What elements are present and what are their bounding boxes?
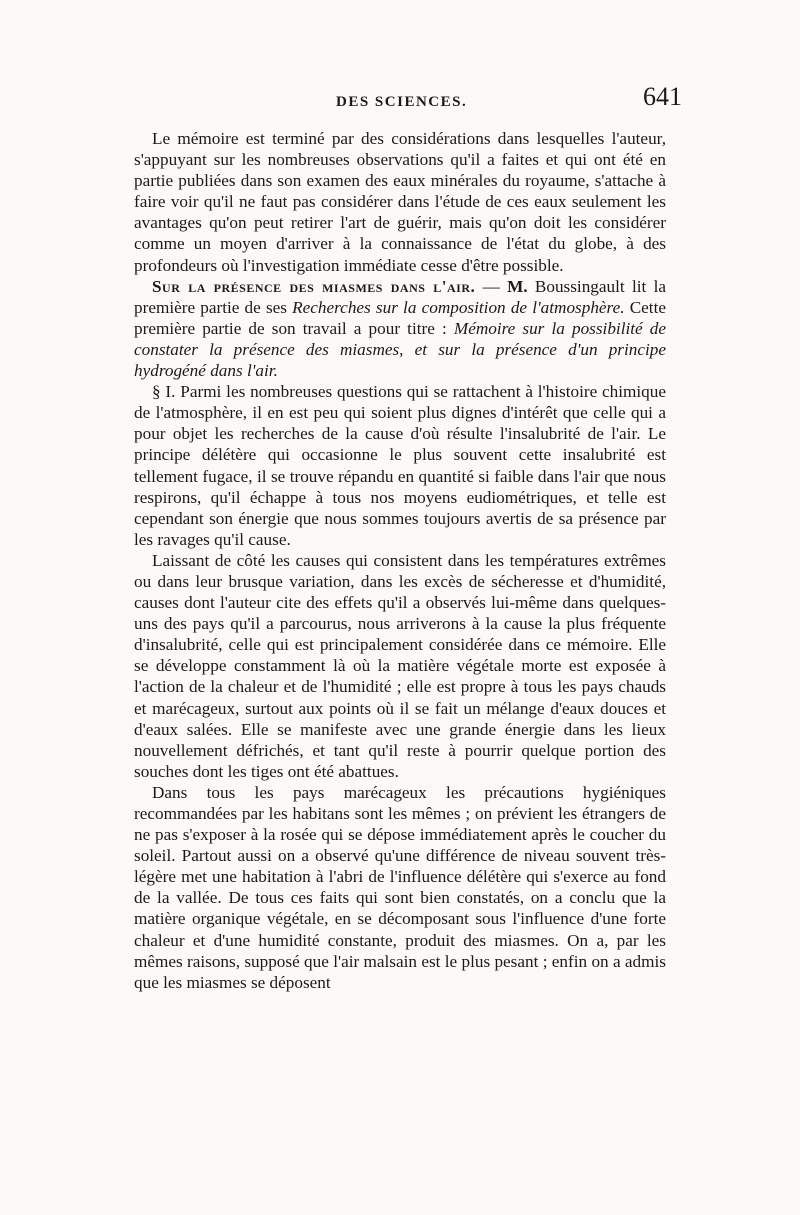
paragraph: Laissant de côté les causes qui consistent dans les températures extrêmes ou dans leur brusque variation, dans les excès de sécheresse et d'humidité, causes dont l'auteur cite des effets qu'il a observés lui-même dans quelques-uns des pays qu'il a parcourus, nous arriverons à la cause la plus fréquente d'insalubrité, celle qui est principalement considérée dans ce mémoire. Elle se développe constamment là où la matière végétale morte est exposée à l'action de la chaleur et de l'humidité ; elle est propre à tous les pays chauds et marécageux, surtout aux points où il se fait un mélange d'eaux douces et d'eaux salées. Elle se manifeste avec une grande énergie dans les lieux nouvellement défrichés, et tant qu'il reste à pourrir quelque portion des souches dont les tiges ont été abattues. (134, 550, 666, 781)
author-prefix: M. (507, 276, 528, 296)
section-heading: Sur la présence des miasmes dans l'air. (152, 276, 476, 296)
memoir-title: Mémoire sur la possibilité de constater la présence des miasmes, et sur la présence d'un principe hydrogéné dans l'air. (134, 318, 666, 381)
paragraph: Dans tous les pays marécageux les précautions hygiéniques recommandées par les habitans sont les mêmes ; on prévient les étrangers de ne pas s'exposer à la rosée qui se dépose immédiatement après le coucher du soleil. Partout aussi on a observé qu'une différence de niveau souvent très-légère met une habitation à l'abri de l'influence délétère qui s'exerce au fond de la vallée. De tous ces faits qui sont bien constatés, on a conclu que la matière organique végétale, en se décomposant sous l'influence d'une forte chaleur et d'une humidité constante, produit des miasmes. On a, par les mêmes raisons, supposé que l'air malsain est le plus pesant ; enfin on a admis que les miasmes se déposent (134, 782, 666, 992)
paragraph (134, 276, 666, 381)
paragraph-text: Cette première partie de son travail a pour titre : (134, 297, 666, 338)
paragraph-text: Boussingault lit la première partie de ses (134, 276, 666, 317)
page-body (134, 128, 666, 993)
running-head: DES SCIENCES. (336, 94, 468, 110)
page-number: 641 (643, 82, 682, 111)
paragraph: § I. Parmi les nombreuses questions qui se rattachent à l'histoire chimique de l'atmosphère, il en est peu qui soient plus dignes d'intérêt que celle qui a pour objet les recherches de la cause d'où résulte l'insalubrité de l'air. Le principe délétère qui occasionne le plus souvent cette insalubrité est tellement fugace, il se trouve répandu en quantité si faible dans l'air que nous respirons, qu'il échappe à tous nos moyens eudiométriques, et telle est cependant son énergie que nous sommes toujours avertis de sa présence par les ravages qu'il cause. (134, 382, 666, 549)
work-title: Recherches sur la composition de l'atmosphère. (292, 297, 625, 317)
page-header (140, 82, 682, 128)
paragraph: Le mémoire est terminé par des considérations dans lesquelles l'auteur, s'appuyant sur les nombreuses observations qu'il a faites et qui ont été en partie publiées dans son examen des eaux minérales du royaume, s'attache à faire voir qu'il ne faut pas considérer dans l'étude de ces eaux seulement les avantages qu'on peut retirer l'art de guérir, mais qu'on doit les considérer comme un moyen d'arriver à la connaissance de l'état du globe, à des profondeurs où l'investigation immédiate cesse d'être possible. (134, 129, 666, 275)
heading-dash: — (475, 276, 508, 296)
